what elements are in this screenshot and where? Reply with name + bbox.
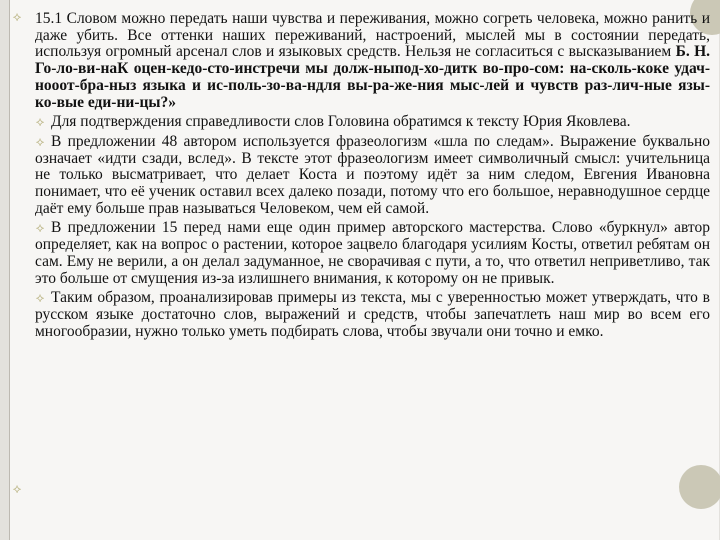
paragraph-5-text: Таким образом, проанализировав примеры из текста, мы с уверенностью может утверждать, что в русском языке достаточно слов, выражений и средств, чтобы запечатлеть наш мир во всем его многообразии, нужно только уметь подбирать слова, чтобы звучали они точно и емко. (35, 289, 710, 340)
bullet-icon: ⟡ (35, 290, 45, 306)
bullet-icon: ⟡ (35, 114, 45, 130)
paragraph-1-text: 15.1 Словом можно передать наши чувства и переживания, можно согреть человека, можно ранить и даже убить. Все оттенки наших переживаний, настроений, мыслей мы в состоянии передать, используя огромный арсенал слов и языковых средств. Нельзя не согласиться с высказыванием (35, 10, 710, 61)
paragraph-5 (10, 290, 710, 340)
paragraph-2 (10, 114, 710, 131)
bullet-icon: ⟡ (12, 9, 22, 24)
paragraph-3-text: В предложении 48 автором используется фразеологизм «шла по следам». Выражение буквально означает «идти сзади, вслед». В тексте этот фразеологизм имеет символичный смысл: учительница не только высматривает, что делает Коста и поэтому идёт за ним следом, Евгения Ивановна понимает, что её ученик оставил всех далеко позади, потому что его большое, неравнодушное сердце даёт ему больше прав называться Человеком, чем ей самой. (35, 132, 710, 217)
paragraph-1-quote: Б. Н. Го-ло-ви-наК оцен-кедо-сто-инстречи мы долж-ныпод-хо-дитк во-про-сом: на-сколь-кокe удач-нооот-бра-ныз языка и ис-поль-зо-ва-ндля вы-ра-же-ния мыс-лей и чувств раз-лич-ные язы-ко-вые еди-ни-цы?» (35, 43, 711, 111)
slide-text (10, 11, 710, 340)
paragraph-2-text: Для подтверждения справедливости слов Головина обратимся к тексту Юрия Яковлева. (51, 113, 631, 131)
paragraph-4 (10, 220, 710, 287)
paragraph-1 (10, 11, 710, 111)
paragraph-3 (10, 134, 710, 218)
empty-bullet-icon: ⟡ (12, 481, 22, 496)
decorative-circle-bottom (679, 465, 720, 509)
bullet-icon: ⟡ (35, 220, 45, 236)
bullet-icon: ⟡ (35, 133, 45, 149)
paragraph-4-text: В предложении 15 перед нами еще один пример авторского мастерства. Слово «буркнул» автор определяет, как на вопрос о растении, которое зацвело благодаря усилиям Косты, ответил ребятам он сам. Ему не верили, а он делал задуманное, не сворачивая с пути, а то, что ответил неприветливо, так это больше от смущения из-за излишнего внимания, к которому он не привык. (35, 219, 710, 287)
